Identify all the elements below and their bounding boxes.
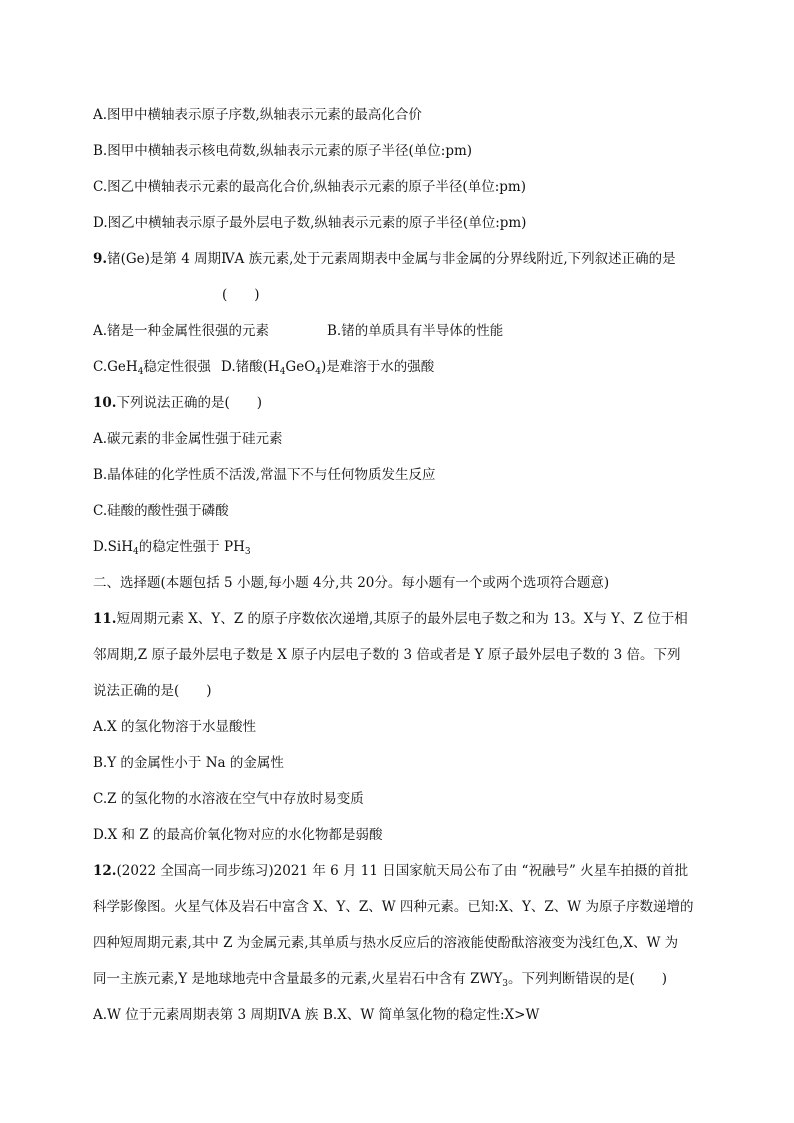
q9-option-c-sub: 4 [137,367,144,377]
q9-option-d-mid: GeO [285,359,316,375]
q11-option-c: C.Z 的氢化物的水溶液在空气中存放时易变质 [93,791,364,807]
q10-stem [93,395,262,411]
q10-stem-text: 下列说法正确的是( ) [116,395,263,411]
q12-stem-line3: 四种短周期元素,其中 Z 为金属元素,其单质与热水反应后的溶液能使酚酞溶液变为浅红色,X、W 为 [93,935,679,951]
q10-option-d [93,539,251,560]
q9-option-c-pre: C.GeH [93,359,138,375]
q11-stem-line2: 邻周期,Z 原子最外层电子数是 X 原子内层电子数的 3 倍或者是 Y 原子最外层电子数的 3 倍。下列 [93,647,681,663]
q9-option-d-sub2: 4 [315,367,321,377]
q12-number: 12. [93,863,117,879]
q10-number: 10. [93,395,117,411]
q10-option-c: C.硅酸的酸性强于磷酸 [93,503,229,519]
q11-option-a: A.X 的氢化物溶于水显酸性 [93,719,256,735]
q12-stem-line4-pre: 同一主族元素,Y 是地球地壳中含量最多的元素,火星岩石中含有 ZWY [93,971,503,987]
q9-stem-text: 锗(Ge)是第 4 周期ⅣA 族元素,处于元素周期表中金属与非金属的分界线附近,下列叙述正确的是 [107,251,676,267]
section2-heading: 二、选择题(本题包括 5 小题,每小题 4分,共 20分。每小题有一个或两个选项符合题意) [93,575,610,591]
q12-stem-line4-post: 。下列判断错误的是( ) [507,971,668,987]
q11-stem-line1 [93,611,688,627]
q12-stem-line1 [93,863,688,879]
q10-option-d-sub1: 4 [132,547,139,557]
q11-option-d: D.X 和 Z 的最高价氧化物对应的水化物都是弱酸 [93,827,383,843]
q10-option-a: A.碳元素的非金属性强于硅元素 [93,431,283,447]
q12-stem-line4-sub: 3 [502,979,508,989]
q11-number: 11. [93,611,117,627]
q10-option-b: B.晶体硅的化学性质不活泼,常温下不与任何物质发生反应 [93,467,436,483]
q9-option-d-sub1: 4 [279,367,286,377]
q12-stem-line2: 科学影像图。火星气体及岩石中富含 X、Y、Z、W 四种元素。已知:X、Y、Z、W 为原子序数递增的 [93,899,694,915]
q11-stem-line3: 说法正确的是( ) [93,683,212,699]
q9-option-c-post: 稳定性很强 [143,359,211,375]
q10-option-d-sub2: 3 [244,547,251,557]
q9-blank: ( ) [222,287,260,303]
q12-stem-line4 [93,971,667,992]
q9-number: 9. [93,251,108,267]
q9-option-c [93,359,211,380]
q8-option-c: C.图乙中横轴表示元素的最高化合价,纵轴表示元素的原子半径(单位:pm) [93,179,526,195]
q10-option-d-pre: D.SiH [93,539,133,555]
q9-option-d-post: )是难溶于水的强酸 [321,359,435,375]
q9-stem [93,251,676,267]
q8-option-b: B.图甲中横轴表示核电荷数,纵轴表示元素的原子半径(单位:pm) [93,143,473,159]
q9-option-b: B.锗的单质具有半导体的性能 [327,323,504,339]
q12-option-a: A.W 位于元素周期表第 3 周期ⅣA 族 [93,1007,319,1023]
q9-option-d-pre: D.锗酸(H [221,359,280,375]
q12-stem-text1: (2022 全国高一同步练习)2021 年 6 月 11 日国家航天局公布了由 “祝融号” 火星车拍摄的首批 [116,863,689,879]
q9-option-d [221,359,434,380]
q10-option-d-mid: 的稳定性强于 PH [138,539,245,555]
q8-option-a: A.图甲中横轴表示原子序数,纵轴表示元素的最高化合价 [93,107,422,123]
q12-option-b: B.X、W 简单氢化物的稳定性:X>W [323,1007,540,1023]
q11-option-b: B.Y 的金属性小于 Na 的金属性 [93,755,284,771]
q9-option-a: A.锗是一种金属性很强的元素 [93,323,270,339]
q8-option-d: D.图乙中横轴表示原子最外层电子数,纵轴表示元素的原子半径(单位:pm) [93,215,527,231]
q11-stem-text1: 短周期元素 X、Y、Z 的原子序数依次递增,其原子的最外层电子数之和为 13。X与 Y、Z 位于相 [116,611,688,627]
